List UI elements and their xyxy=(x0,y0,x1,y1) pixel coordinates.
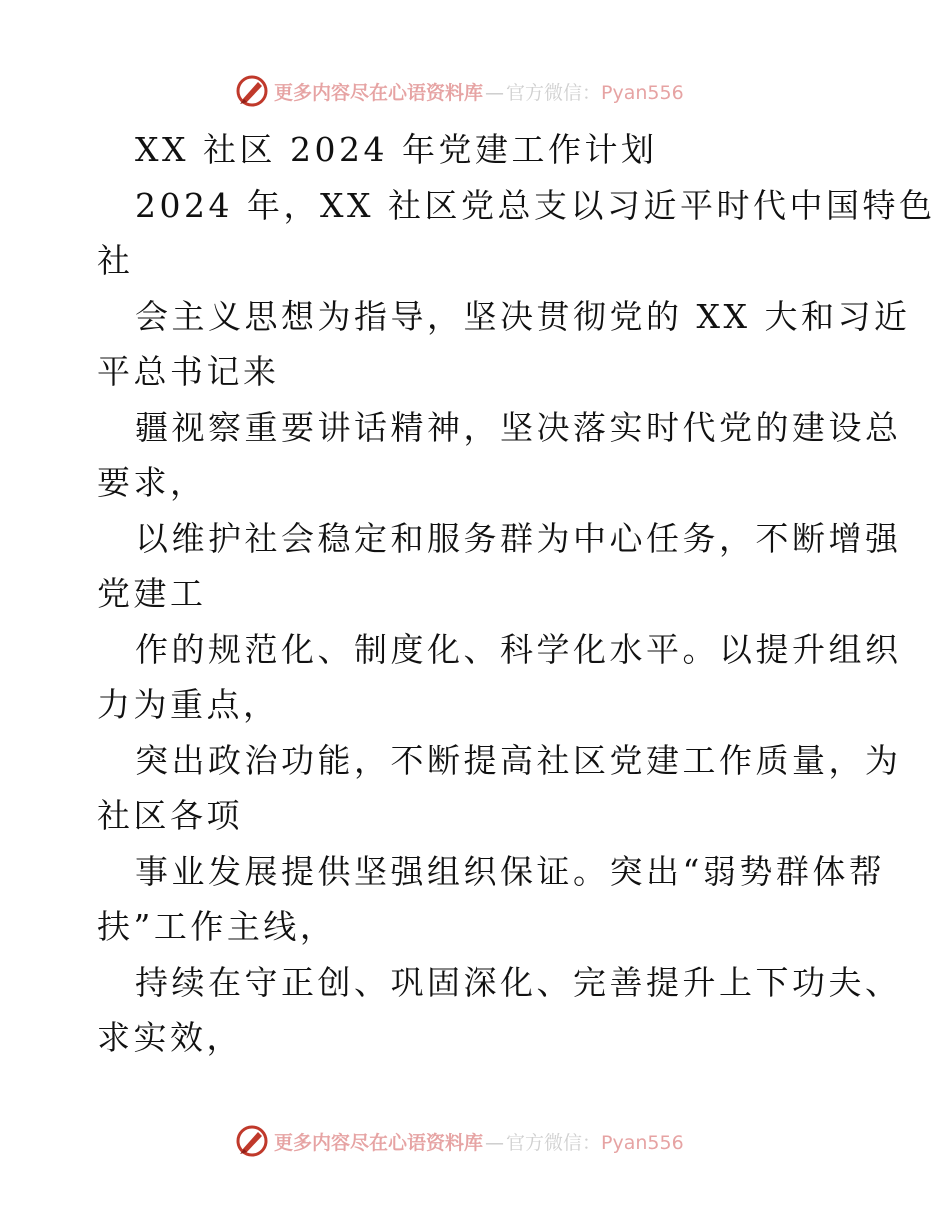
text-line: 突出政治功能，不断提高社区党建工作质量，为 xyxy=(135,740,902,780)
pen-logo-icon xyxy=(234,73,270,109)
watermark-footer xyxy=(234,1121,684,1161)
document-body xyxy=(97,122,936,1066)
text-line: 疆视察重要讲话精神，坚决落实时代党的建设总 xyxy=(135,407,902,447)
text-line: 党建工 xyxy=(97,574,207,613)
text-line: 2024 年，XX 社区党总支以习近平时代中国特色 xyxy=(135,185,936,225)
watermark-header xyxy=(234,71,684,111)
text-line: 持续在守正创、巩固深化、完善提升上下功夫、 xyxy=(135,962,902,1002)
text-line: 求实效， xyxy=(97,1018,243,1057)
watermark-text: 更多内容尽在心语资料库 — 官方微信：Pyan556 xyxy=(274,81,684,104)
pen-logo-icon xyxy=(234,1123,270,1159)
text-line: 力为重点， xyxy=(97,685,280,724)
watermark-text: 更多内容尽在心语资料库 — 官方微信：Pyan556 xyxy=(274,1131,684,1154)
text-line: 以维护社会稳定和服务群为中心任务，不断增强 xyxy=(135,518,902,558)
text-line: 扶”工作主线， xyxy=(97,907,337,946)
text-line: 会主义思想为指导，坚决贯彻党的 XX 大和习近 xyxy=(135,296,911,336)
text-line: 作的规范化、制度化、科学化水平。以提升组织 xyxy=(135,629,902,669)
text-line: 要求， xyxy=(97,463,207,502)
text-line: 社区各项 xyxy=(97,796,243,835)
text-line: 事业发展提供坚强组织保证。突出“弱势群体帮 xyxy=(135,851,886,891)
text-line: 社 xyxy=(97,241,134,280)
text-line: 平总书记来 xyxy=(97,352,280,391)
document-title: XX 社区 2024 年党建工作计划 xyxy=(135,130,658,169)
